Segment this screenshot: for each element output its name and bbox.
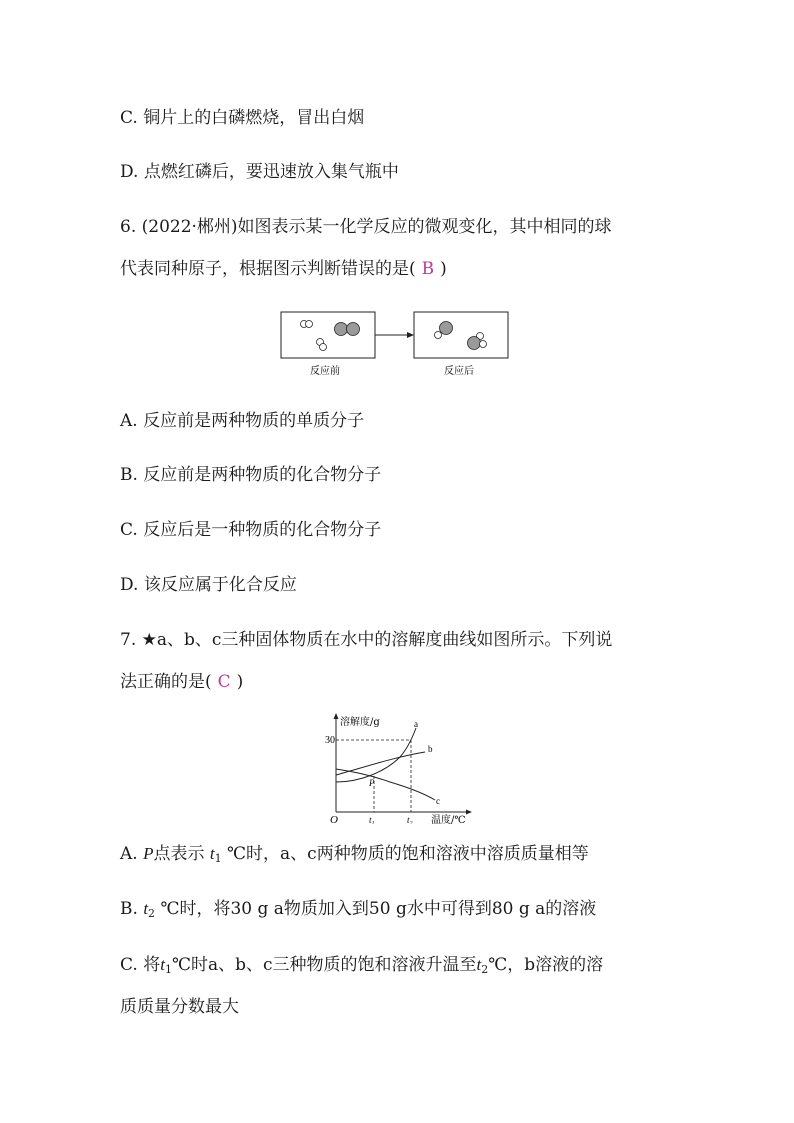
x-axis-arrow [466,810,472,815]
question-6-option-c: C. 反应后是一种物质的化合物分子 [120,520,382,540]
question-6-option-b: B. 反应前是两种物质的化合物分子 [120,465,382,485]
y-tick-30: 30 [325,735,335,746]
point-p-label: P [369,778,375,788]
curve-a [336,728,416,782]
curve-c [336,769,435,800]
temperature-t2: t [476,955,482,974]
solubility-chart [325,712,475,824]
question-6-stem-text: 代表同种原子，根据图示判断错误的是( [120,259,416,279]
y-axis-arrow [334,713,339,719]
gray-atom [335,323,348,336]
question-6-stem-line1: 6. (2022·郴州)如图表示某一化学反应的微观变化，其中相同的球 [120,217,612,237]
question-7-stem-line1: 7. ★a、b、c三种固体物质在水中的溶解度曲线如图所示。下列说 [120,630,613,650]
x-axis-label: 温度/℃ [431,815,466,824]
question-7-answer: C [217,672,231,692]
point-p: P [143,844,154,863]
curve-b-label: b [428,744,433,754]
caption-after: 反应后 [444,366,474,377]
gray-atom [468,337,481,350]
question-7-option-a: A. P点表示 $t_1$ ℃时，a、c两种物质的饱和溶液中溶质质量相等 [120,844,589,865]
y-axis-label: 溶解度/g [340,717,380,728]
white-atom [320,344,327,351]
question-7-option-b: B. $t_2$ ℃时，将30 g a物质加入到50 g水中可得到80 g a的溶液 [120,899,597,920]
before-box [281,312,375,358]
question-5-option-c: C. 铜片上的白磷燃烧，冒出白烟 [120,108,365,128]
reaction-diagram [280,310,512,380]
question-7-stem-text: 法正确的是( [120,672,212,692]
question-7-option-c-line2: 质质量分数最大 [120,997,239,1017]
temperature-t1: t [209,844,215,863]
white-atom [306,321,313,328]
question-6-option-d: D. 该反应属于化合反应 [120,575,297,595]
question-7-option-c-line1: C. 将$t_1℃$时a、b、c三种物质的饱和溶液升温至$t_2℃$，b溶液的溶 [120,955,604,976]
curve-c-label: c [436,796,440,806]
white-atom [435,332,442,339]
temperature-t1: t [160,955,165,974]
question-6-answer: B [421,259,435,279]
white-atom [480,341,487,348]
temperature-t2: t [143,899,149,918]
arrow-head [407,332,414,338]
question-6-close-paren: ) [440,259,447,279]
curve-a-label: a [414,719,418,729]
question-5-option-d: D. 点燃红磷后，要迅速放入集气瓶中 [120,162,399,182]
gray-atom [440,322,453,335]
question-7-close-paren: ) [236,672,244,692]
gray-atom [347,323,360,336]
caption-before: 反应前 [310,366,340,377]
t1-label: $t_1$ [369,815,375,824]
question-6-option-a: A. 反应前是两种物质的单质分子 [120,411,365,431]
after-box [414,312,508,358]
origin-label: O [330,814,338,824]
question-7-stem-line2 [120,671,243,693]
t2-label: $t_2$ [407,815,413,824]
question-6-stem-line2 [120,258,447,280]
